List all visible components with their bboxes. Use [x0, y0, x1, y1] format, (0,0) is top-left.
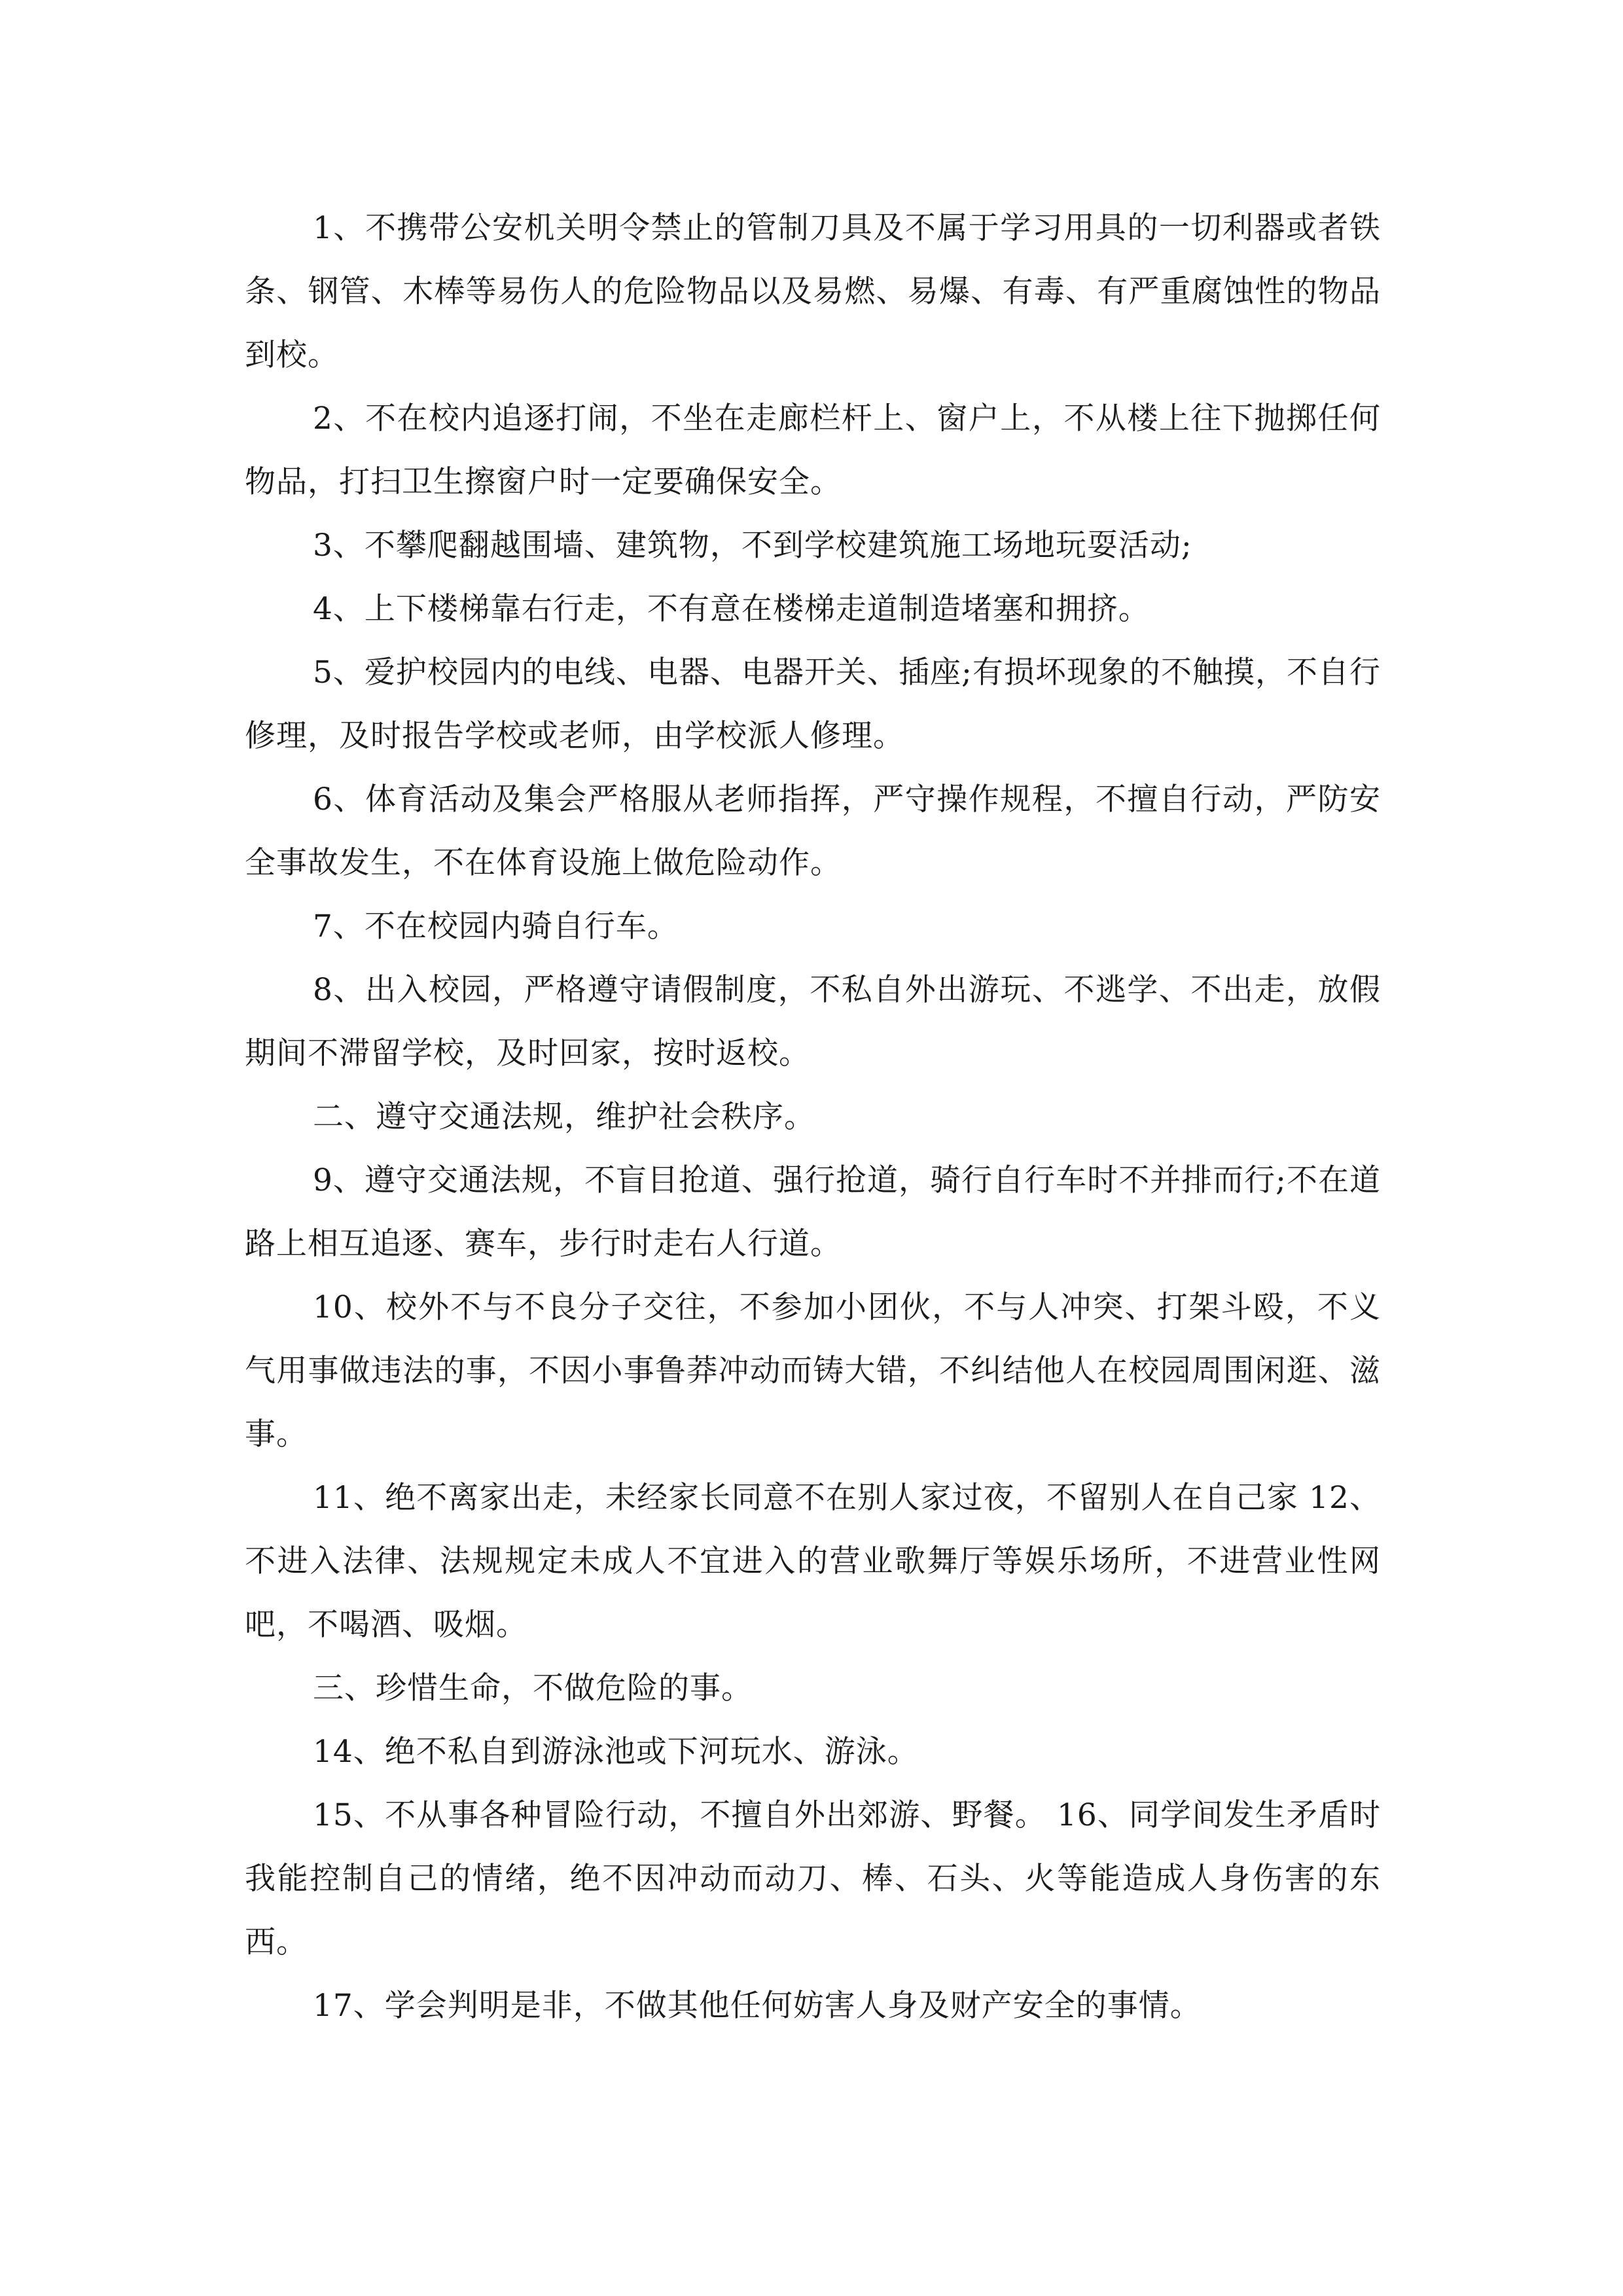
paragraph-rule-8: 8、出入校园，严格遵守请假制度，不私自外出游玩、不逃学、不出走，放假期间不滞留学校，及时回家，按时返校。	[245, 972, 1381, 1071]
paragraph-rule-2: 2、不在校内追逐打闹，不坐在走廊栏杆上、窗户上，不从楼上往下抛掷任何物品，打扫卫生擦窗户时一定要确保安全。	[245, 401, 1381, 500]
section-heading-life: 三、珍惜生命，不做危险的事。	[313, 1670, 753, 1706]
paragraph-rule-3: 3、不攀爬翻越围墙、建筑物，不到学校建筑施工场地玩耍活动;	[313, 528, 1192, 564]
paragraph-rule-17: 17、学会判明是非，不做其他任何妨害人身及财产安全的事情。	[313, 1988, 1202, 2024]
paragraph-rule-14: 14、绝不私自到游泳池或下河玩水、游泳。	[313, 1734, 919, 1770]
document-body	[245, 196, 1381, 2037]
paragraph-rule-7: 7、不在校园内骑自行车。	[313, 908, 679, 944]
section-heading-traffic: 二、遵守交通法规，维护社会秩序。	[313, 1099, 815, 1135]
paragraph-rule-9: 9、遵守交通法规，不盲目抢道、强行抢道，骑行自行车时不并排而行;不在道路上相互追逐、赛车，步行时走右人行道。	[245, 1162, 1381, 1262]
paragraph-rule-15-16: 15、不从事各种冒险行动，不擅自外出郊游、野餐。 16、同学间发生矛盾时我能控制自己的情绪，绝不因冲动而动刀、棒、石头、火等能造成人身伤害的东西。	[245, 1797, 1381, 1960]
paragraph-rule-4: 4、上下楼梯靠右行走，不有意在楼梯走道制造堵塞和拥挤。	[313, 591, 1150, 627]
paragraph-rule-11-12: 11、绝不离家出走，未经家长同意不在别人家过夜，不留别人在自己家 12、不进入法律、法规规定未成人不宜进入的营业歌舞厅等娱乐场所，不进营业性网吧，不喝酒、吸烟。	[245, 1480, 1381, 1643]
paragraph-rule-1: 1、不携带公安机关明令禁止的管制刀具及不属于学习用具的一切利器或者铁条、钢管、木棒等易伤人的危险物品以及易燃、易爆、有毒、有严重腐蚀性的物品到校。	[245, 210, 1381, 373]
paragraph-rule-5: 5、爱护校园内的电线、电器、电器开关、插座;有损坏现象的不触摸，不自行修理，及时报告学校或老师，由学校派人修理。	[245, 655, 1381, 754]
paragraph-rule-10: 10、校外不与不良分子交往，不参加小团伙，不与人冲突、打架斗殴，不义气用事做违法的事，不因小事鲁莽冲动而铸大错，不纠结他人在校园周围闲逛、滋事。	[245, 1289, 1381, 1452]
paragraph-rule-6: 6、体育活动及集会严格服从老师指挥，严守操作规程，不擅自行动，严防安全事故发生，不在体育设施上做危险动作。	[245, 781, 1381, 881]
